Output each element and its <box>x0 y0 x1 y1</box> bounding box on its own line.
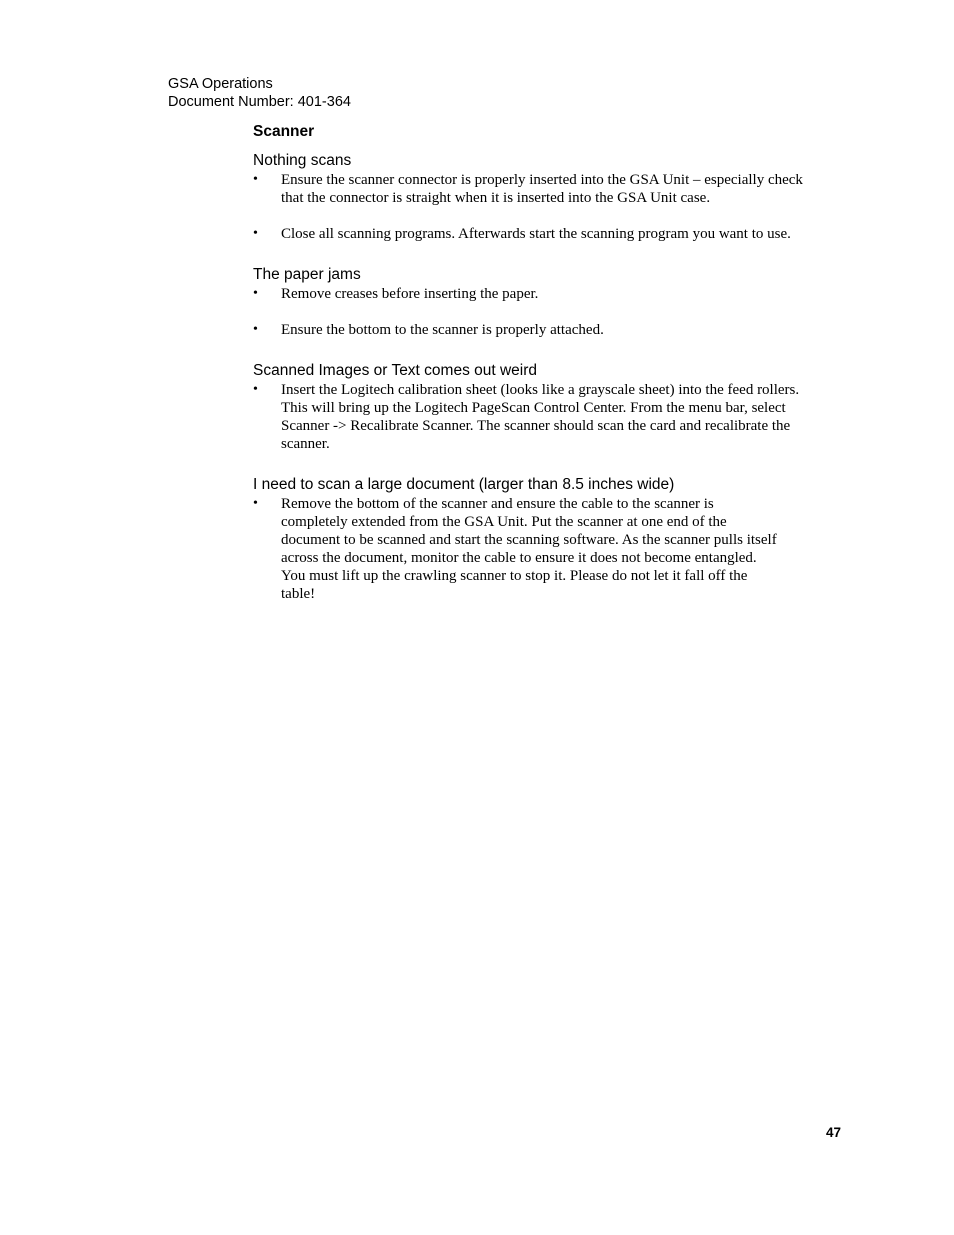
bullet-icon: • <box>253 172 258 187</box>
header-org-name: GSA Operations <box>168 76 273 92</box>
subsection-title: Nothing scans <box>253 152 352 169</box>
list-item <box>253 225 813 243</box>
subsection-title: I need to scan a large document (larger than 8.5 inches wide) <box>253 476 675 493</box>
bullet-list <box>253 171 833 243</box>
bullet-icon: • <box>253 322 258 337</box>
bullet-list <box>253 381 833 453</box>
list-item <box>253 321 813 339</box>
list-item <box>253 495 781 603</box>
subsection-paper-jams <box>253 265 833 339</box>
bullet-icon: • <box>253 286 258 301</box>
bullet-list <box>253 495 833 603</box>
bullet-icon: • <box>253 382 258 397</box>
subsection-large-document <box>253 475 833 603</box>
section-title: Scanner <box>253 123 315 140</box>
list-item <box>253 285 813 303</box>
list-item-text: Remove creases before inserting the paper. <box>281 286 539 302</box>
bullet-icon: • <box>253 226 258 241</box>
subsection-nothing-scans <box>253 151 833 243</box>
list-item <box>253 171 813 207</box>
subsection-title: The paper jams <box>253 266 361 283</box>
list-item <box>253 381 826 453</box>
subsection-title: Scanned Images or Text comes out weird <box>253 362 538 379</box>
subsection-scanned-images-weird <box>253 361 833 453</box>
bullet-list <box>253 285 833 339</box>
list-item-text: Ensure the scanner connector is properly inserted into the GSA Unit – especially check that the connector is straight when it is inserted into the GSA Unit case. <box>281 172 803 206</box>
list-item-text: Ensure the bottom to the scanner is properly attached. <box>281 322 604 338</box>
content-area <box>253 122 833 603</box>
header-document-number: Document Number: 401-364 <box>168 94 351 110</box>
list-item-text: Remove the bottom of the scanner and ensure the cable to the scanner is completely extended from the GSA Unit. Put the scanner at one end of the document to be scanned and start the scanning software. As the scanner pulls itself across the document, monitor the cable to ensure it does not become entangled. You must lift up the crawling scanner to stop it. Please do not let it fall off the table! <box>281 496 777 602</box>
list-item-text: Insert the Logitech calibration sheet (looks like a grayscale sheet) into the feed rollers. This will bring up the Logitech PageScan Control Center. From the menu bar, select Scanner -> Recalibrate Scanner. The scanner should scan the card and recalibrate the scanner. <box>281 382 800 452</box>
list-item-text: Close all scanning programs. Afterwards start the scanning program you want to use. <box>281 226 791 242</box>
document-header <box>168 75 351 111</box>
page-number: 47 <box>826 1125 842 1140</box>
bullet-icon: • <box>253 496 258 511</box>
